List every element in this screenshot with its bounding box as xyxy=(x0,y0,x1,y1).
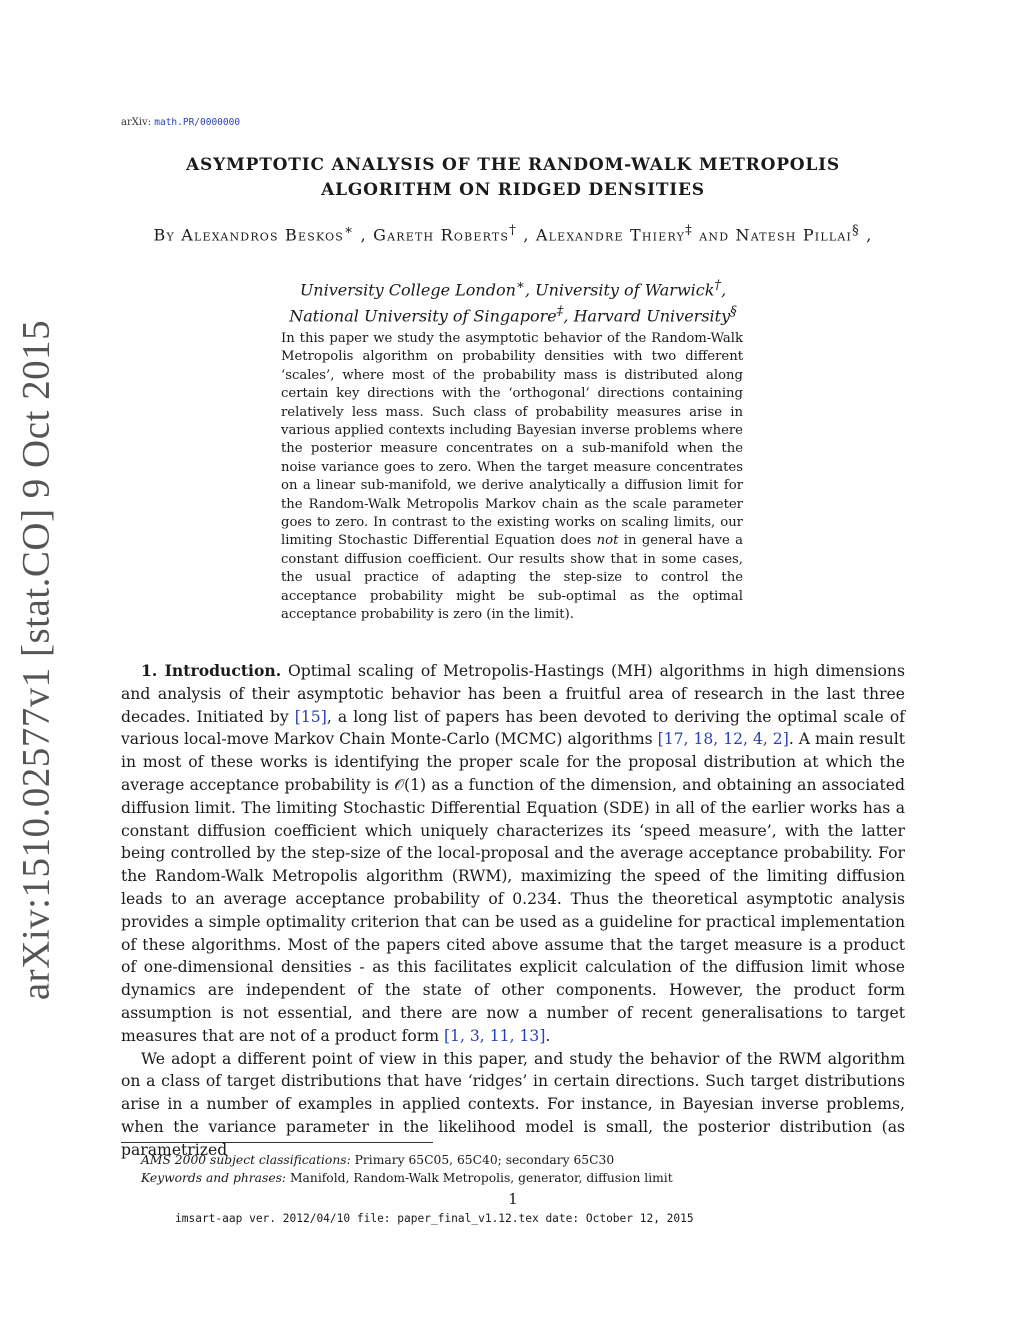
intro-p1-part-b: , a long list of papers has been devoted to deriving the optimal scale of various local-move Markov Chain Monte-Carlo (MCMC) algorithms xyxy=(121,707,905,749)
affiliation-3-mark: ‡ xyxy=(556,304,564,320)
ams-classification xyxy=(141,1151,673,1169)
intro-p1-part-a: Optimal scaling of Metropolis-Hastings (MH) algorithms in high dimensions and analysis of their asymptotic behavior has been a fruitful area of research in the last three decades. Initiated by xyxy=(121,662,905,726)
affiliation-1: University College London xyxy=(299,280,516,300)
footnote-divider xyxy=(121,1142,433,1143)
citation-link-product[interactable]: [1, 3, 11, 13] xyxy=(443,1026,546,1045)
abstract-emphasis: not xyxy=(596,533,619,549)
citation-link-group[interactable]: [17, 18, 12, 4, 2] xyxy=(657,730,789,749)
affiliation-line-2 xyxy=(121,301,905,327)
keywords-label: Keywords and phrases: xyxy=(141,1171,287,1185)
arxiv-stamp-text: arXiv:1510.02577v1 [stat.CO] 9 Oct 2015 xyxy=(14,319,58,1001)
author-4: Natesh Pillai xyxy=(735,225,853,245)
affiliation-sep-3: , xyxy=(563,306,574,326)
title-line-2: ALGORITHM ON RIDGED DENSITIES xyxy=(321,180,705,200)
ams-label: AMS 2000 subject classifications: xyxy=(141,1153,351,1167)
affiliation-2: University of Warwick xyxy=(535,280,715,300)
author-sep-1: , xyxy=(354,225,374,245)
section-heading: 1. Introduction. xyxy=(141,661,282,680)
keywords-value: Manifold, Random-Walk Metropolis, generator, diffusion limit xyxy=(286,1171,673,1185)
paper-title xyxy=(121,153,905,203)
affiliation-line-1 xyxy=(121,275,905,301)
intro-p1-part-d: . xyxy=(545,1026,551,1045)
abstract-text-2: in general have a constant diffusion coefficient. Our results show that in some cases, the usual practice of adapting the step-size to control the acceptance probability might be sub-optimal as the optimal acceptance probability is zero (in the limit). xyxy=(281,533,743,623)
affiliation-1-mark: ∗ xyxy=(515,278,525,293)
preprint-line xyxy=(121,117,240,128)
author-1: Alexandros Beskos xyxy=(181,225,345,245)
affiliation-3: National University of Singapore xyxy=(289,306,557,326)
introduction-section xyxy=(121,660,905,1162)
arxiv-side-stamp xyxy=(8,319,64,1001)
imsart-footer: imsart-aap ver. 2012/04/10 file: paper_final_v1.12.tex date: October 12, 2015 xyxy=(175,1212,694,1225)
page-number: 1 xyxy=(508,1190,518,1208)
abstract-text-1: In this paper we study the asymptotic behavior of the Random-Walk Metropolis algorithm on probability densities with two different ‘scales’, where most of the probability mass is distributed along certain key directions with the ‘orthogonal’ directions containing relatively less mass. Such class of probability measures arise in various applied contexts including Bayesian inverse problems where the posterior measure concentrates on a sub-manifold when the noise variance goes to zero. When the target measure concentrates on a linear sub-manifold, we derive analytically a diffusion limit for the Random-Walk Metropolis Markov chain as the scale parameter goes to zero. In contrast to the existing works on scaling limits, our limiting Stochastic Differential Equation does xyxy=(281,331,743,549)
author-sep-2: , xyxy=(517,225,536,245)
affiliations xyxy=(121,275,905,328)
citation-link-15[interactable]: [15] xyxy=(294,707,327,726)
keywords xyxy=(141,1169,673,1187)
preprint-id-link[interactable]: math.PR/0000000 xyxy=(154,117,241,128)
author-and: and xyxy=(692,225,736,245)
affiliation-sep-2: , xyxy=(721,280,727,300)
affiliation-4: Harvard University xyxy=(573,306,731,326)
preprint-label: arXiv: xyxy=(121,117,152,128)
affiliation-sep-1: , xyxy=(524,280,536,300)
authors-by: By xyxy=(153,225,175,245)
author-2-mark: † xyxy=(509,223,518,238)
author-1-mark: ∗ xyxy=(344,223,355,238)
affiliation-2-mark: † xyxy=(714,278,722,293)
author-2: Gareth Roberts xyxy=(373,225,510,245)
author-3: Alexandre Thiery xyxy=(535,225,686,245)
intro-paragraph-1 xyxy=(121,660,905,1048)
author-end: , xyxy=(859,225,873,245)
author-list xyxy=(121,220,905,246)
title-line-1: ASYMPTOTIC ANALYSIS OF THE RANDOM-WALK METROPOLIS xyxy=(186,155,840,175)
abstract xyxy=(281,330,743,625)
author-3-mark: ‡ xyxy=(685,223,693,238)
affiliation-4-mark: § xyxy=(730,304,737,320)
intro-paragraph-2: We adopt a different point of view in this paper, and study the behavior of the RWM algorithm on a class of target distributions that have ‘ridges’ in certain directions. Such target distributions arise in a number of examples in applied contexts. For instance, in Bayesian inverse problems, when the variance parameter in the likelihood model is small, the posterior distribution (as parametrized xyxy=(121,1049,905,1159)
intro-p1-part-c: . A main result in most of these works is identifying the proper scale for the proposal distribution at which the average acceptance probability is 𝒪(1) as a function of the dimension, and obtaining an associated diffusion limit. The limiting Stochastic Differential Equation (SDE) in all of the earlier works has a constant diffusion coefficient which uniquely characterizes its ‘speed measure’, with the latter being controlled by the step-size of the local-proposal and the average acceptance probability. For the Random-Walk Metropolis algorithm (RWM), maximizing the speed of the limiting diffusion leads to an average acceptance probability of 0.234. Thus the theoretical asymptotic analysis provides a simple optimality criterion that can be used as a guideline for practical implementation of these algorithms. Most of the papers cited above assume that the target measure is a product of one-dimensional densities - as this facilitates explicit calculation of the diffusion limit whose dynamics are independent of the state of other components. However, the product form assumption is not essential, and there are now a number of recent generalisations to target measures that are not of a product form xyxy=(121,730,905,1045)
author-4-mark: § xyxy=(852,223,860,238)
ams-value: Primary 65C05, 65C40; secondary 65C30 xyxy=(350,1153,615,1167)
footnotes xyxy=(141,1151,673,1187)
